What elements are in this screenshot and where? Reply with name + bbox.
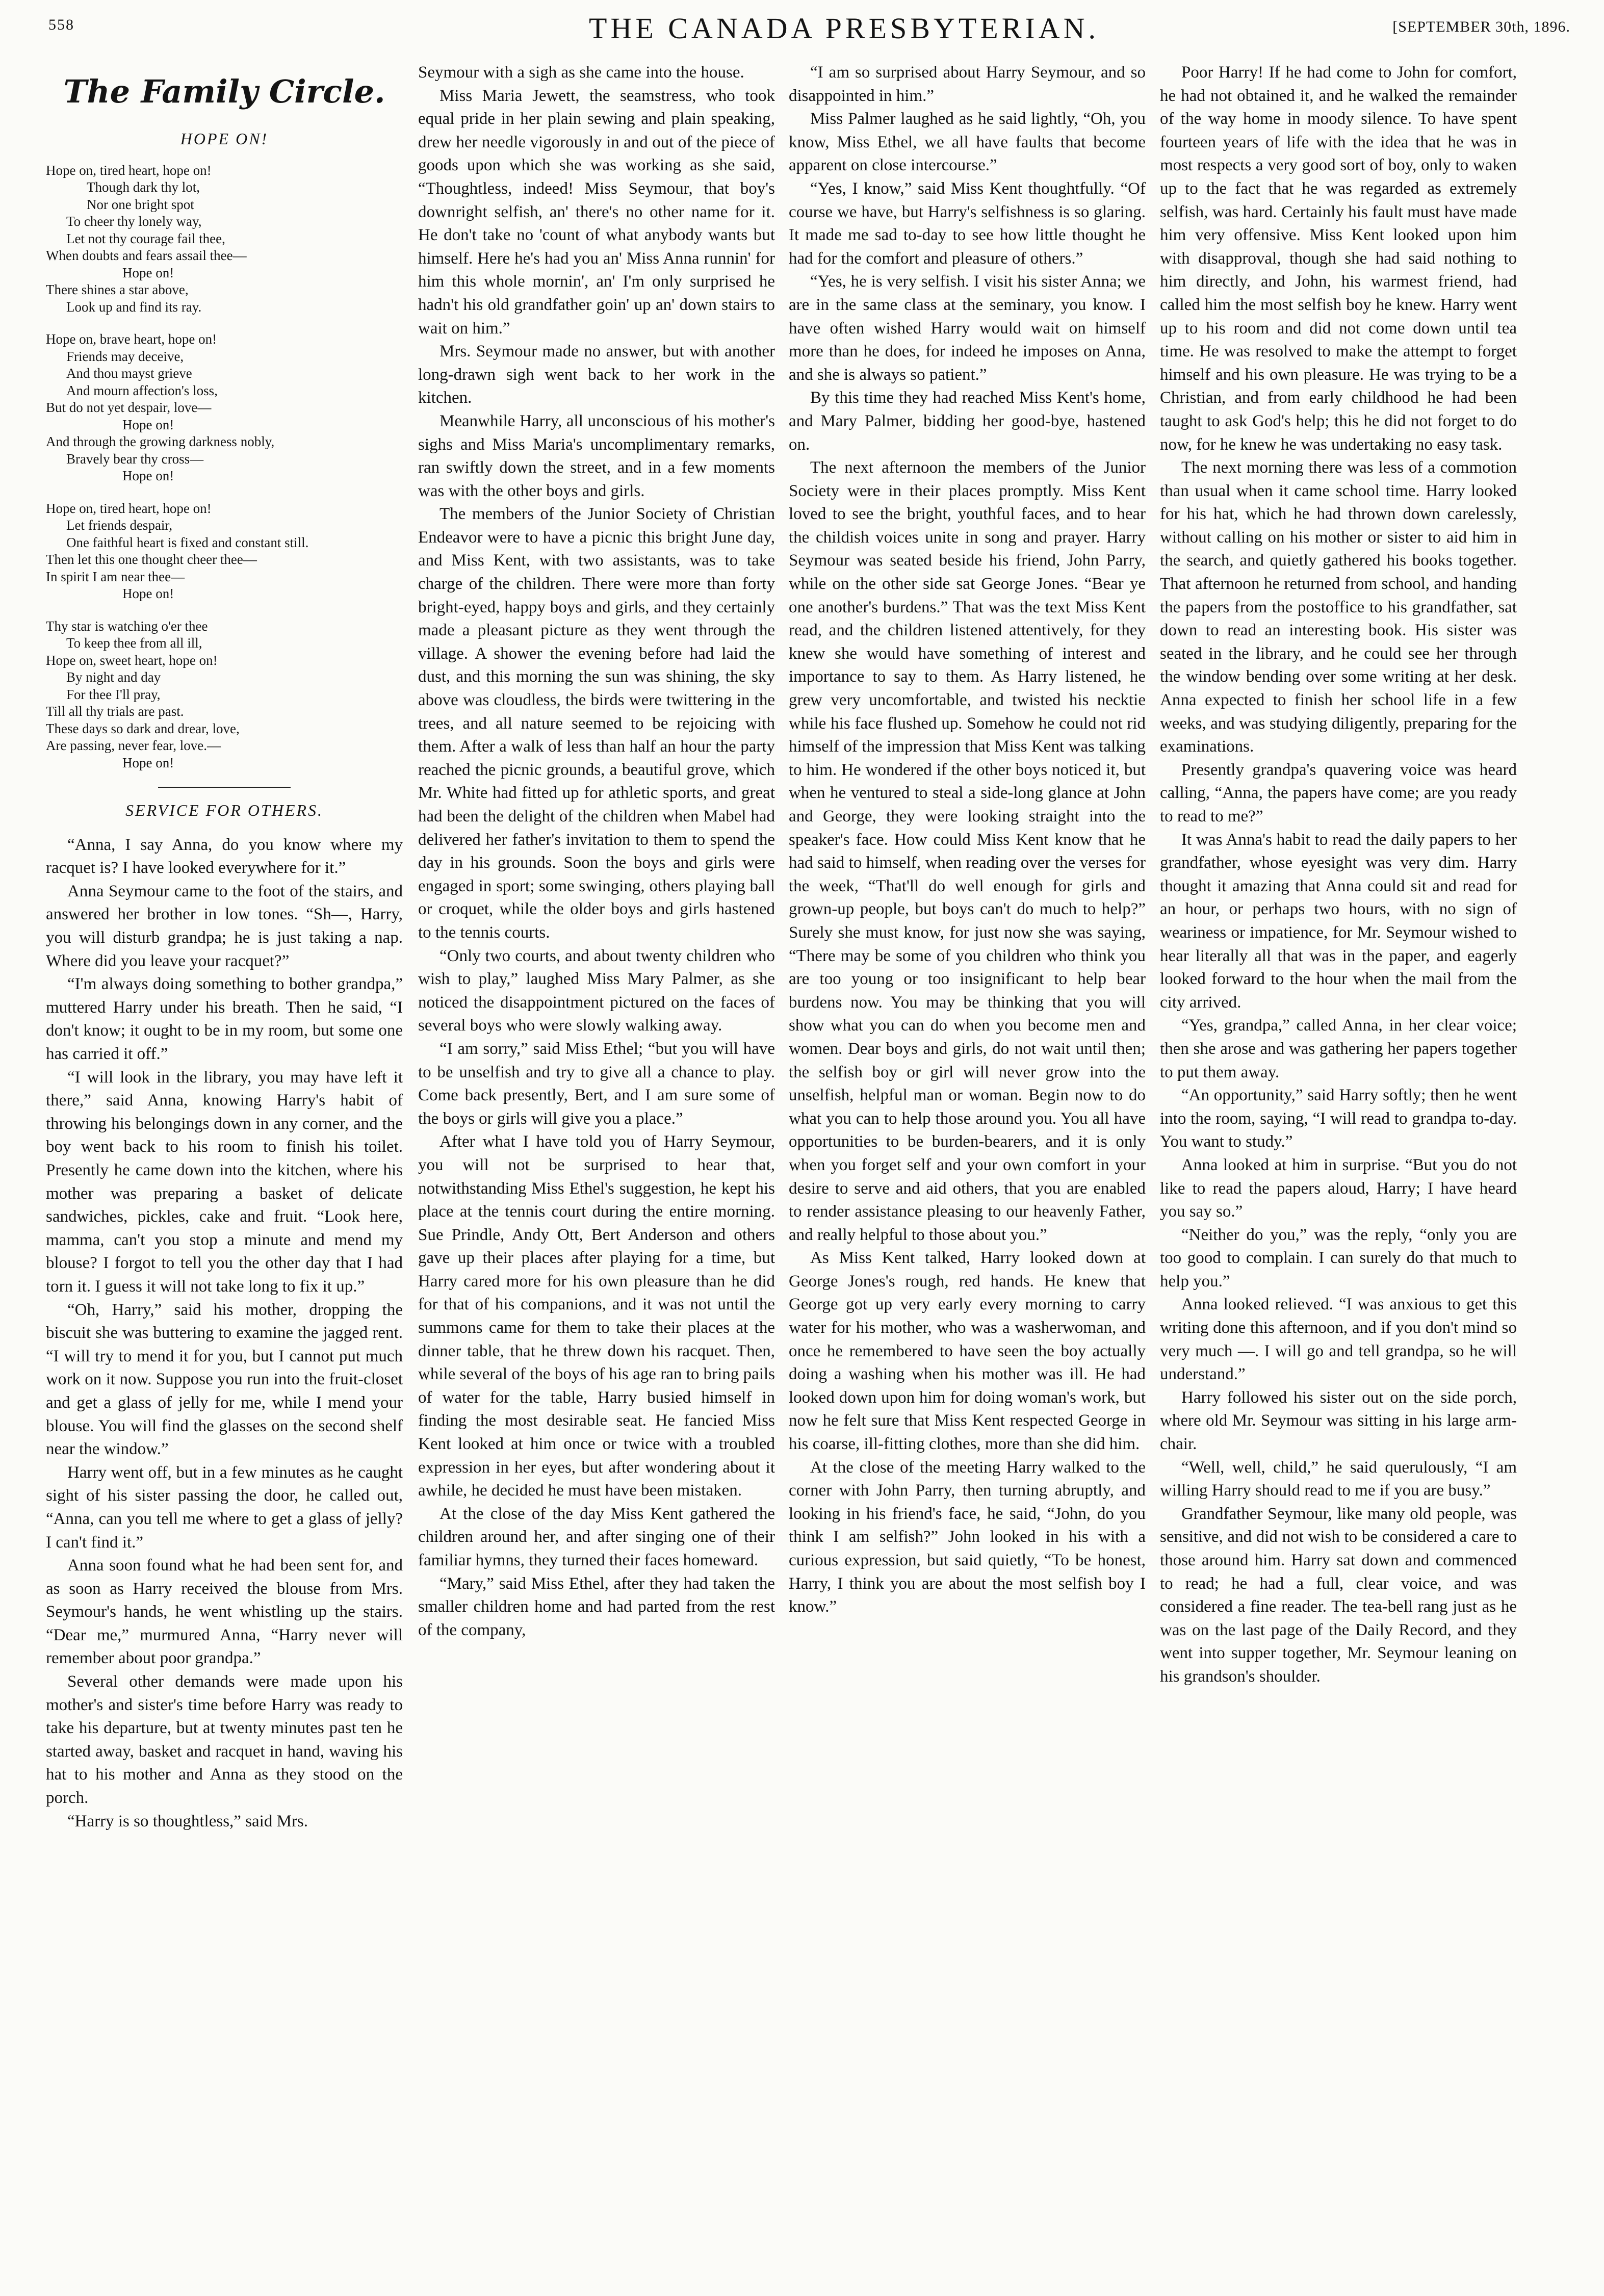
- poem-line: Hope on, brave heart, hope on!: [46, 331, 217, 347]
- paragraph: “I am sorry,” said Miss Ethel; “but you will have to be unselfish and try to give all a chance to play. Come back presently, Bert, and I am sure some of the boys or girls will give you a place.”: [418, 1039, 775, 1128]
- page-header: [48, 11, 1570, 45]
- paragraph: The next afternoon the members of the Junior Society were in their places promptly. Miss Kent loved to see the bright, youthful faces, and to hear the childish voices unite in song and prayer. Harry Seymour was seated beside his friend, John Parry, while on the other side sat George Jones. “Bear ye one another's burdens.” That was the text Miss Kent read, and the children listened attentively, for they knew she would have something of interest and importance to say to them. As Harry listened, he grew very uncomfortable, and twisted his necktie while his face flushed up. Somehow he could not rid himself of the impression that Miss Kent was talking to him. He wondered if the other boys noticed it, but when he ventured to steal a side-long glance at John and George, they were looking straight into the speaker's face. How could Miss Kent know that he had said to himself, when reading over the verses for the week, “That'll do well enough for girls and grown-up people, but boys can't do much to help?” Surely she must know, for just now she was saying, “There may be some of you children who think you are too young or too insignificant to help bear burdens now. You may be thinking that you will show what you can do when you become men and women. Dear boys and girls, do not wait until then; the selfish boy or girl will never grow into the unselfish, helpful man or woman. Begin now to do what you can to help those around you. You all have opportunities to be burden-bearers, and it is only when you forget self and your own comfort in your desire to serve and aid others, that you are enabled to render assistance pleasing to our heavenly Father, and really helpful to those about you.”: [789, 458, 1146, 1244]
- poem-line: Hope on!: [122, 468, 174, 484]
- paragraph: Seymour with a sigh as she came into the house.: [418, 63, 744, 82]
- paragraph: “An opportunity,” said Harry softly; then he went into the room, saying, “I will read to grandpa to-day. You want to study.”: [1160, 1086, 1517, 1151]
- poem-line: To cheer thy lonely way,: [66, 214, 202, 229]
- poem-line: Then let this one thought cheer thee—: [46, 552, 257, 567]
- paragraph: Mrs. Seymour made no answer, but with another long-drawn sigh went back to her work in the kitchen.: [418, 342, 775, 407]
- paragraph: “Harry is so thoughtless,” said Mrs.: [67, 1812, 308, 1830]
- paragraph: “Neither do you,” was the reply, “only you are too good to complain. I can surely do that much to help you.”: [1160, 1225, 1517, 1291]
- paragraph: Miss Palmer laughed as he said lightly, “Oh, you know, Miss Ethel, we all have faults that become apparent on close intercourse.”: [789, 110, 1146, 175]
- paragraph: “I am so surprised about Harry Seymour, and so disappointed in him.”: [789, 63, 1146, 105]
- paragraph: Poor Harry! If he had come to John for comfort, he had not obtained it, and he walked the remainder of the way home in moody silence. To have spent fourteen years of life with the idea that he was in most respects a very good sort of boy, only to waken up to the fact that he was regarded as extremely selfish, was hard. Certainly his fault must have made him very offensive. Miss Kent looked upon him with disapproval, though she had said nothing to him directly, and John, his warmest friend, had called him the most selfish boy he knew. Harry went up to his room and did not come down until tea time. He was resolved to make the attempt to forget himself and his own pleasure. He was trying to be a Christian, and from early childhood he had been taught to ask God's help; this he did not forget to do now, for he knew he was undertaking no easy task.: [1160, 63, 1517, 454]
- paragraph: “Oh, Harry,” said his mother, dropping the biscuit she was buttering to examine the jagged rent. “I will try to mend it for you, but I cannot put much work on it now. Suppose you run into the fruit-closet and get a glass of jelly for me, while I mend your blouse. You will find the glasses on the second shelf near the window.”: [46, 1300, 403, 1459]
- paragraph: Anna looked at him in surprise. “But you do not like to read the papers aloud, Harry; I have heard you say so.”: [1160, 1155, 1517, 1221]
- paragraph: “Anna, I say Anna, do you know where my racquet is? I have looked everywhere for it.”: [46, 835, 403, 878]
- poem-line: By night and day: [66, 669, 161, 685]
- poem-line: Look up and find its ray.: [66, 299, 202, 315]
- story-column-1: [46, 834, 403, 1834]
- paragraph: Anna soon found what he had been sent for, and as soon as Harry received the blouse from Mrs. Seymour's hands, he went whistling up the stairs. “Dear me,” murmured Anna, “Harry never will remember about poor grandpa.”: [46, 1556, 403, 1668]
- poem-line: Hope on!: [122, 586, 174, 602]
- issue-date: [SEPTEMBER 30th, 1896.: [1392, 18, 1570, 35]
- poem-line: To keep thee from all ill,: [66, 635, 202, 651]
- paragraph: At the close of the day Miss Kent gathered the children around her, and after singing one of their familiar hymns, they turned their faces homeward.: [418, 1504, 775, 1569]
- poem-line: Though dark thy lot,: [87, 179, 200, 195]
- paragraph: “Yes, grandpa,” called Anna, in her clear voice; then she arose and was gathering her papers together to put them away.: [1160, 1016, 1517, 1081]
- paragraph: “Mary,” said Miss Ethel, after they had taken the smaller children home and had parted from the rest of the company,: [418, 1574, 775, 1639]
- paragraph: The next morning there was less of a commotion than usual when it came school time. Harry looked for his hat, which he had thrown down carelessly, without calling on his mother or sister to aid him in the search, and quietly gathered his books together. That afternoon he returned from school, and handing the papers from the postoffice to his grandfather, sat down to read an interesting book. His sister was seated in the library, and he could see her through the window bending over some writing at her desk. Anna expected to finish her school life in a few weeks, and was studying diligently, preparing for the examinations.: [1160, 458, 1517, 756]
- section-divider: [158, 787, 291, 788]
- poem-line: Bravely bear thy cross—: [66, 451, 204, 467]
- column-2: [418, 61, 775, 2284]
- poem-title: HOPE ON!: [180, 130, 269, 148]
- poem-line: One faithful heart is fixed and constant still.: [66, 534, 309, 550]
- poem-line: There shines a star above,: [46, 282, 189, 298]
- paragraph: Several other demands were made upon his mother's and sister's time before Harry was ready to take his departure, but at twenty minutes past ten he started away, basket and racquet in hand, waving his hat to his mother and Anna as they stood on the porch.: [46, 1672, 403, 1808]
- poem-line: But do not yet despair, love—: [46, 400, 212, 416]
- poem-line: Hope on!: [122, 265, 174, 280]
- section-title: The Family Circle.: [63, 73, 385, 110]
- poem-stanza-2: [46, 331, 403, 485]
- paragraph: Anna Seymour came to the foot of the stairs, and answered her brother in low tones. “Sh—, Harry, you will disturb grandpa; he is just taking a nap. Where did you leave your racquet?”: [46, 882, 403, 970]
- poem-stanza-4: [46, 618, 403, 772]
- poem-line: Hope on!: [122, 417, 174, 432]
- paragraph: “I'm always doing something to bother grandpa,” muttered Harry under his breath. Then he said, “I don't know; it ought to be in my room, but some one has carried it off.”: [46, 975, 403, 1064]
- masthead: THE CANADA PRESBYTERIAN.: [589, 12, 1099, 45]
- paragraph: Presently grandpa's quavering voice was heard calling, “Anna, the papers have come; are you ready to read to me?”: [1160, 760, 1517, 825]
- paragraph: Meanwhile Harry, all unconscious of his mother's sighs and Miss Maria's uncomplimentary remarks, ran swiftly down the street, and in a few moments was with the other boys and girls.: [418, 411, 775, 500]
- paragraph: It was Anna's habit to read the daily papers to her grandfather, whose eyesight was very dim. Harry thought it amazing that Anna could sit and read for an hour, or perhaps two hours, with no sign of weariness or impatience, for Mr. Seymour wished to hear literally all that was in the paper, and eagerly looked forward to the hour when the mail from the city arrived.: [1160, 830, 1517, 1012]
- paragraph: “Well, well, child,” he said querulously, “I am willing Harry should read to me if you are busy.”: [1160, 1458, 1517, 1500]
- poem-line: Let not thy courage fail thee,: [66, 230, 225, 246]
- poem-line: Hope on, sweet heart, hope on!: [46, 652, 218, 668]
- column-4: [1160, 61, 1517, 2284]
- poem-line: Hope on, tired heart, hope on!: [46, 500, 212, 516]
- column-1: [46, 61, 403, 2284]
- poem-line: Till all thy trials are past.: [46, 704, 184, 719]
- poem-line: Nor one bright spot: [87, 196, 194, 212]
- story-title: SERVICE FOR OTHERS.: [125, 801, 323, 820]
- paragraph: Harry followed his sister out on the side porch, where old Mr. Seymour was sitting in his large arm-chair.: [1160, 1388, 1517, 1454]
- column-3: [789, 61, 1146, 2284]
- poem-line: When doubts and fears assail thee—: [46, 248, 247, 264]
- paragraph: “Only two courts, and about twenty children who wish to play,” laughed Miss Mary Palmer, as she noticed the disappointment pictured on the faces of several boys who were slowly walking away.: [418, 946, 775, 1035]
- paragraph: By this time they had reached Miss Kent's home, and Mary Palmer, bidding her good-bye, hastened on.: [789, 389, 1146, 454]
- poem-line: For thee I'll pray,: [66, 686, 161, 702]
- poem-line: Let friends despair,: [66, 518, 173, 533]
- poem-line: Friends may deceive,: [66, 348, 184, 364]
- poem-line: And through the growing darkness nobly,: [46, 434, 275, 450]
- paragraph: Anna looked relieved. “I was anxious to get this writing done this afternoon, and if you don't mind so very much —. I will go and tell grandpa, so he will understand.”: [1160, 1295, 1517, 1384]
- paragraph: After what I have told you of Harry Seymour, you will not be surprised to hear that, notwithstanding Miss Ethel's suggestion, he kept his place at the tennis court during the entire morning. Sue Prindle, Andy Ott, Bert Anderson and others gave up their places after playing for a time, but Harry cared more for his own pleasure than he did for that of his companions, and it was not until the summons came for them to take their places at the dinner table, that he threw down his racquet. Then, while several of the boys of his age ran to bring pails of water for the table, Harry busied himself in finding the most desirable seat. He fancied Miss Kent looked at him once or twice with a troubled expression in her eyes, but after wondering about it awhile, he decided he must have been mistaken.: [418, 1132, 775, 1500]
- paragraph: Miss Maria Jewett, the seamstress, who took equal pride in her plain sewing and plain speaking, drew her needle vigorously in and out of the piece of goods upon which she was working as she said, “Thoughtless, indeed! Miss Seymour, that boy's downright selfish, an' there's no other name for it. He don't take no 'count of what anybody wants but himself. Here he's had you an' Miss Anna runnin' for him this whole mornin', an' I'm only surprised he hadn't his old grandfather goin' up an' down stairs to wait on him.”: [418, 86, 775, 338]
- paragraph: As Miss Kent talked, Harry looked down at George Jones's rough, red hands. He knew that George got up very early every morning to carry water for his mother, who was a washerwoman, and once he remembered to have seen the boy actually doing a washing when his mother was ill. He had looked down upon him for doing woman's work, but now he felt sure that Miss Kent respected George in his coarse, ill-fitting clothes, more than she did him.: [789, 1249, 1146, 1454]
- page-number: 558: [48, 16, 74, 33]
- poem-line: Hope on, tired heart, hope on!: [46, 162, 212, 178]
- poem-line: Hope on!: [122, 755, 174, 770]
- poem-line: In spirit I am near thee—: [46, 569, 185, 584]
- poem-line: Thy star is watching o'er thee: [46, 618, 208, 634]
- paragraph: The members of the Junior Society of Christian Endeavor were to have a picnic this bright June day, and Miss Kent, with two assistants, was to take charge of the children. There were more than forty bright-eyed, happy boys and girls, and they certainly made a pleasant picture as they went through the village. A shower the evening before had laid the dust, and this morning the sun was shining, the sky above was cloudless, the birds were twittering in the trees, and all nature seemed to be rejoicing with them. After a walk of less than half an hour the party reached the picnic grounds, a beautiful grove, which Mr. White had fitted up for athletic sports, and great had been the delight of the children when Mabel had delivered her father's invitation to them to spend the day in his grounds. Soon the boys and girls were engaged in sport; some swinging, others playing ball or croquet, while the older boys and girls hastened to the tennis courts.: [418, 505, 775, 942]
- poem: [46, 162, 403, 772]
- paragraph: “Yes, I know,” said Miss Kent thoughtfully. “Of course we have, but Harry's selfishness is so glaring. It made me sad to-day to see how little thought he had for the comfort and pleasure of others.”: [789, 179, 1146, 268]
- paragraph: At the close of the meeting Harry walked to the corner with John Parry, then turning abruptly, and looking in his friend's face, he said, “John, do you think I am selfish?” John looked in his with a curious expression, but said quietly, “To be honest, Harry, I think you are about the most selfish boy I know.”: [789, 1458, 1146, 1616]
- paragraph: Grandfather Seymour, like many old people, was sensitive, and did not wish to be considered a care to those around him. Harry sat down and commenced to read; he had a full, clear voice, and was considered a fine reader. The tea-bell rang just as he was on the last page of the Daily Record, and they went into supper together, Mr. Seymour leaning on his grandson's shoulder.: [1160, 1504, 1517, 1686]
- poem-line: And mourn affection's loss,: [66, 382, 218, 398]
- poem-stanza-1: [46, 162, 403, 316]
- poem-line: These days so dark and drear, love,: [46, 720, 240, 736]
- paragraph: “I will look in the library, you may have left it there,” said Anna, knowing Harry's habit of throwing his belongings down in any corner, and the boy went back to his room to finish his toilet. Presently he came down into the kitchen, where his mother was preparing a basket of delicate sandwiches, pickles, cake and fruit. “Look here, mamma, can't you stop a minute and mend my blouse? I forgot to tell you the other day that I had torn it. I guess it will not take long to fix it up.”: [46, 1068, 403, 1296]
- poem-line: And thou mayst grieve: [66, 366, 192, 381]
- poem-stanza-3: [46, 500, 403, 603]
- poem-line: Are passing, never fear, love.—: [46, 738, 221, 754]
- paragraph: “Yes, he is very selfish. I visit his sister Anna; we are in the same class at the seminary, you know. I have often wished Harry would wait on himself more than he does, for indeed he imposes on Anna, and she is always so patient.”: [789, 272, 1146, 384]
- paragraph: Harry went off, but in a few minutes as he caught sight of his sister passing the door, he called out, “Anna, can you tell me where to get a glass of jelly? I can't find it.”: [46, 1463, 403, 1552]
